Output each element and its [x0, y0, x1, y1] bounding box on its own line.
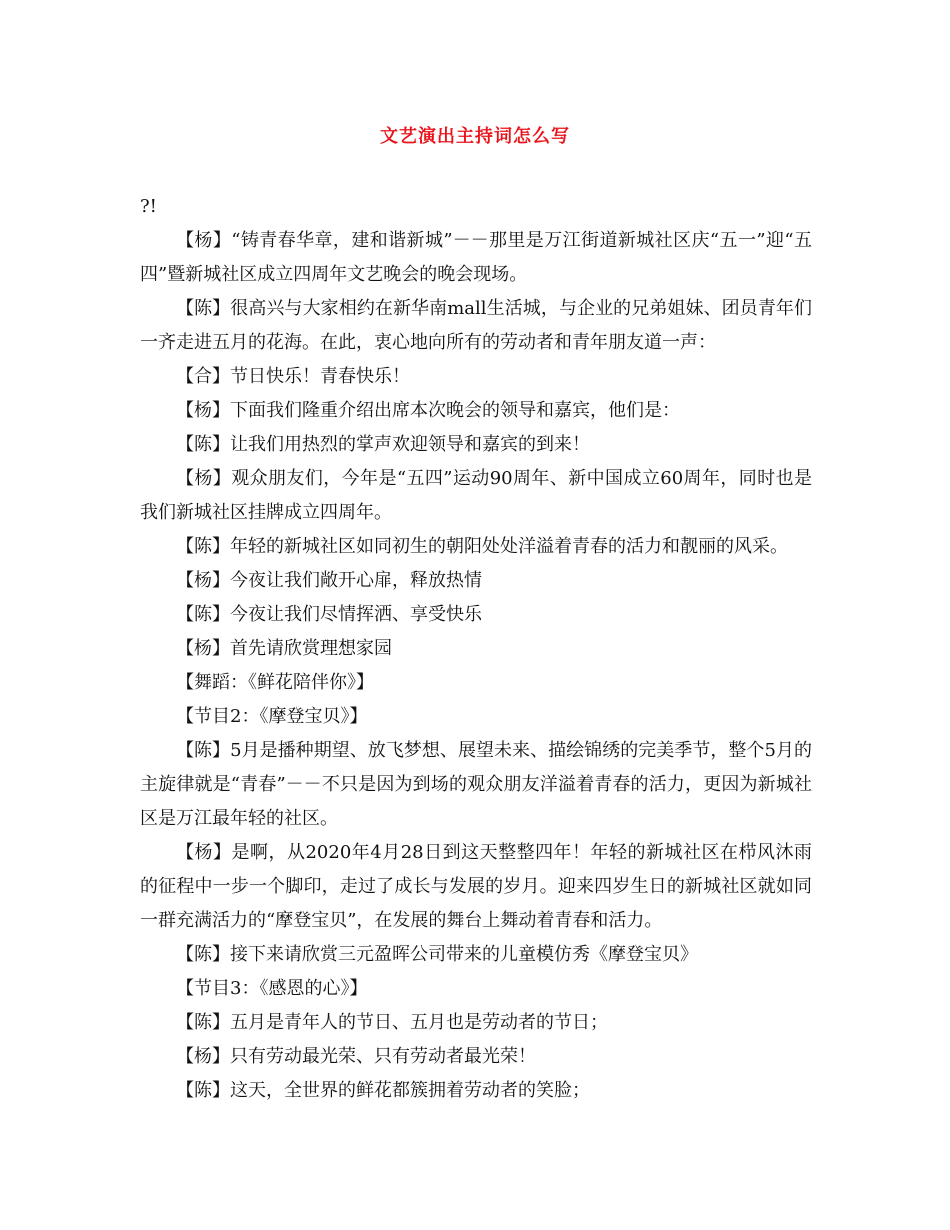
paragraph: 【陈】5月是播种期望、放飞梦想、展望未来、描绘锦绣的完美季节，整个5月的主旋律就是“青春”－－不只是因为到场的观众朋友洋溢着青春的活力，更因为新城社区是万江最年轻的社区。 [140, 740, 812, 829]
paragraph: 【陈】今夜让我们尽情挥洒、享受快乐 [176, 604, 482, 625]
paragraph: 【杨】是啊，从2020年4月28日到这天整整四年！年轻的新城社区在栉风沐雨的征程中一步一个脚印，走过了成长与发展的岁月。迎来四岁生日的新城社区就如同一群充满活力的“摩登宝贝”，在发展的舞台上舞动着青春和活力。 [140, 842, 812, 931]
paragraph: 【杨】“铸青春华章，建和谐新城”－－那里是万江街道新城社区庆“五一”迎“五四”暨新城社区成立四周年文艺晚会的晚会现场。 [140, 230, 812, 285]
paragraph: 【陈】很高兴与大家相约在新华南mall生活城，与企业的兄弟姐妹、团员青年们一齐走进五月的花海。在此，衷心地向所有的劳动者和青年朋友道一声： [140, 298, 812, 353]
document-body [140, 190, 812, 1108]
paragraph: 【陈】五月是青年人的节日、五月也是劳动者的节日； [176, 1012, 608, 1033]
paragraph: 【杨】只有劳动最光荣、只有劳动者最光荣！ [176, 1046, 536, 1067]
paragraph: 【杨】下面我们隆重介绍出席本次晚会的领导和嘉宾，他们是： [176, 400, 680, 421]
paragraph: 【节目2：《摩登宝贝》】 [176, 706, 368, 727]
paragraph: ?! [140, 196, 157, 217]
paragraph: 【合】节日快乐！青春快乐！ [176, 366, 410, 387]
paragraph: 【陈】年轻的新城社区如同初生的朝阳处处洋溢着青春的活力和靓丽的风采。 [176, 536, 788, 557]
paragraph: 【节目3：《感恩的心》】 [176, 978, 368, 999]
document-title: 文艺演出主持词怎么写 [380, 126, 570, 147]
paragraph: 【杨】今夜让我们敞开心扉，释放热情 [176, 570, 482, 591]
paragraph: 【陈】让我们用热烈的掌声欢迎领导和嘉宾的到来！ [176, 434, 590, 455]
paragraph: 【杨】观众朋友们，今年是“五四”运动90周年、新中国成立60周年，同时也是我们新城社区挂牌成立四周年。 [140, 468, 812, 523]
paragraph: 【杨】首先请欣赏理想家园 [176, 638, 392, 659]
paragraph: 【陈】接下来请欣赏三元盈晖公司带来的儿童模仿秀《摩登宝贝》 [176, 944, 698, 965]
paragraph: 【舞蹈：《鲜花陪伴你》】 [176, 672, 374, 693]
paragraph: 【陈】这天，全世界的鲜花都簇拥着劳动者的笑脸； [176, 1080, 590, 1101]
